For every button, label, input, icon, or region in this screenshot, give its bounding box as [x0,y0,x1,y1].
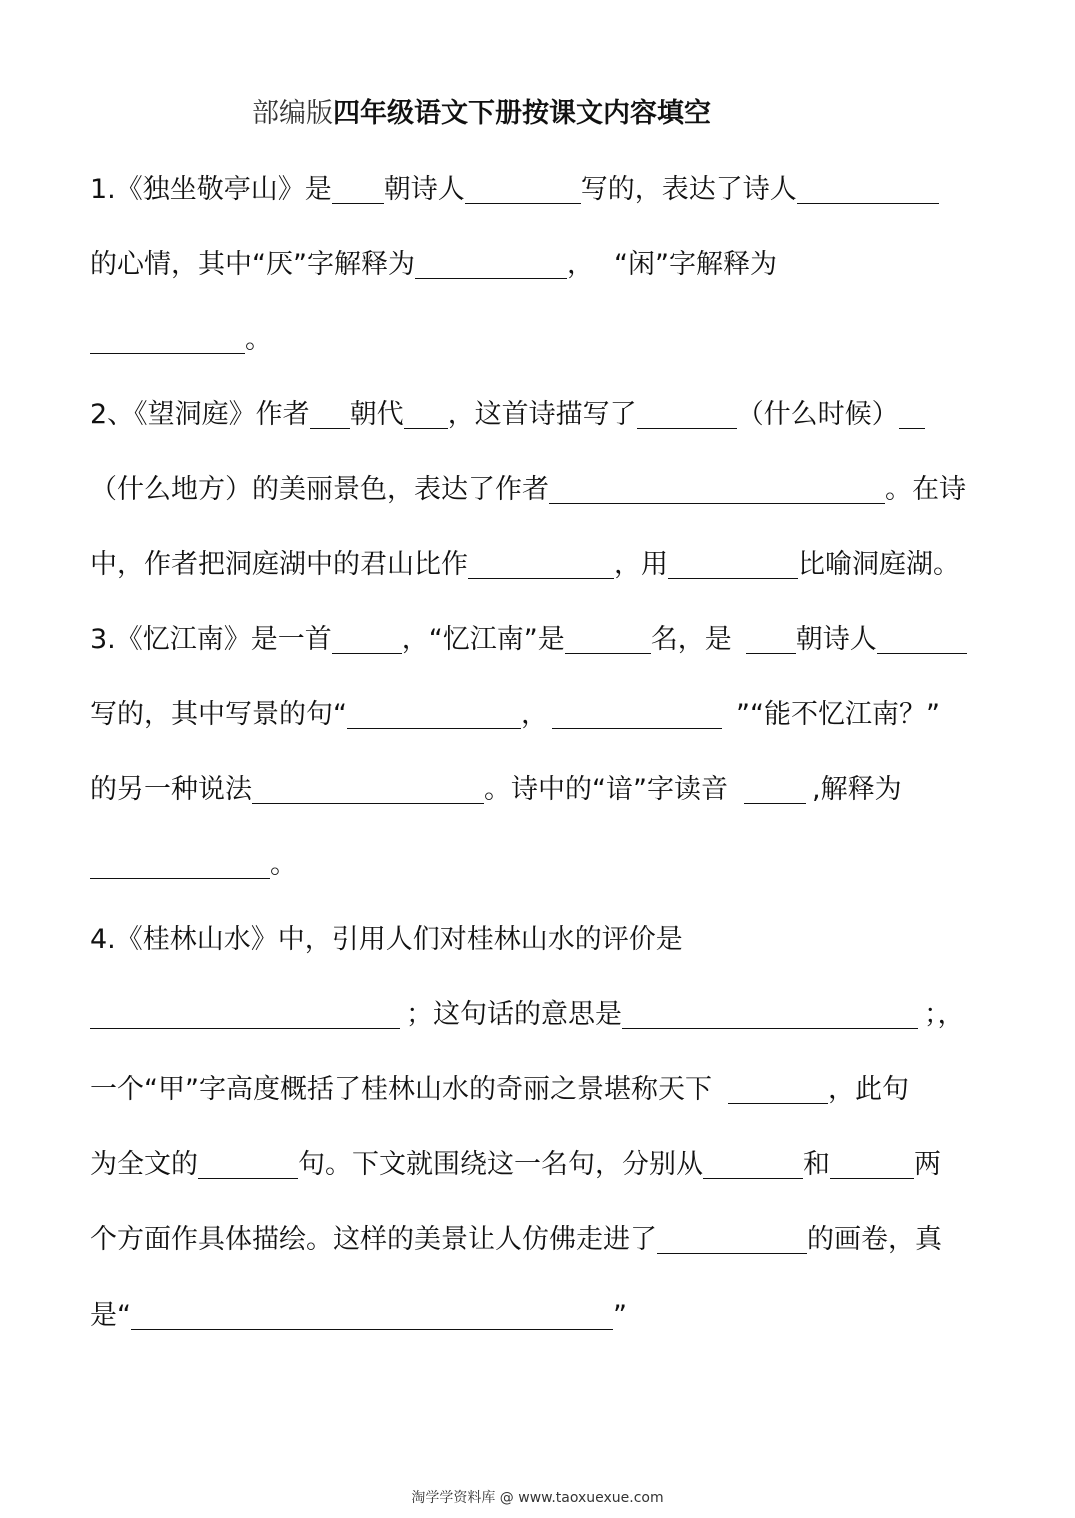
text: （什么时候） [736,399,899,430]
text: 写的，其中写景的句“ [90,699,347,730]
text: 。 [245,324,272,355]
text: 。在诗 [885,474,966,505]
blank[interactable] [198,1148,298,1179]
text: 朝诗人 [795,624,877,655]
text: 的心情，其中“厌”字解释为 [90,249,415,280]
text: 1.《独坐敬亭山》是 [90,174,332,205]
blank[interactable] [252,773,484,804]
q2-line-2 [90,470,966,510]
blank[interactable] [347,698,521,729]
q2-line-3 [90,545,960,585]
title-prefix: 部编版 [252,98,333,129]
text: 。诗中的“谙”字读音 [484,774,728,805]
text: 是“ [90,1300,131,1331]
q4-line-3 [90,1070,909,1110]
text: 2、《望洞庭》作者 [90,399,310,430]
text: 朝诗人 [383,174,465,205]
blank[interactable] [332,623,402,654]
text: 3.《忆江南》是一首 [90,624,332,655]
text: 中，作者把洞庭湖中的君山比作 [90,549,468,580]
q1-line-3 [90,320,272,360]
blank[interactable] [415,248,567,279]
blank[interactable] [668,548,798,579]
text: “闲”字解释为 [613,249,777,280]
q2-line-1 [90,395,925,435]
text: ”“能不忆江南？” [736,699,940,730]
text: 句。下文就围绕这一名句，分别从 [298,1149,703,1180]
blank[interactable] [552,698,722,729]
footer-watermark: 淘学学资料库 @ www.taoxuexue.com [411,1490,664,1506]
blank[interactable] [657,1223,807,1254]
text: 一个“甲”字高度概括了桂林山水的奇丽之景堪称天下 [90,1074,712,1105]
text: 朝代 [349,399,404,430]
blank[interactable] [465,173,581,204]
q4-line-6 [90,1296,627,1336]
q3-line-1 [90,620,967,660]
text: 。 [270,849,297,880]
text: 写的，表达了诗人 [580,174,797,205]
blank[interactable] [549,473,885,504]
text: ，“忆江南”是 [401,624,565,655]
blank[interactable] [622,998,918,1029]
blank[interactable] [637,398,737,429]
text: （什么地方）的美丽景色，表达了作者 [90,474,549,505]
text: ，这首诗描写了 [447,399,637,430]
text: 4.《桂林山水》中，引用人们对桂林山水的评价是 [90,924,683,955]
q4-line-2 [90,995,965,1035]
text: ，用 [614,549,668,580]
q3-line-2 [90,695,940,735]
page-title [252,94,711,134]
blank[interactable] [332,173,384,204]
text: ；这句话的意思是 [406,999,622,1030]
blank[interactable] [703,1148,803,1179]
blank[interactable] [744,773,806,804]
text: 为全文的 [90,1149,198,1180]
q4-line-4 [90,1145,941,1185]
q3-line-3 [90,770,902,810]
q3-line-4 [90,845,297,885]
blank[interactable] [468,548,614,579]
text: ， [521,699,548,730]
q1-line-1 [90,170,939,210]
text: 的画卷，真 [807,1224,942,1255]
blank[interactable] [797,173,939,204]
blank[interactable] [90,323,245,354]
text: ， [566,249,594,280]
text: ；， [924,999,965,1030]
text: ，此句 [827,1074,909,1105]
text: 个方面作具体描绘。这样的美景让人仿佛走进了 [90,1224,657,1255]
blank[interactable] [728,1073,828,1104]
title-main: 四年级语文下册按课文内容填空 [333,98,711,129]
blank[interactable] [404,398,448,429]
blank[interactable] [830,1148,914,1179]
blank[interactable] [131,1299,613,1330]
text: 和 [803,1149,830,1180]
text: ” [613,1300,627,1331]
text: ,解释为 [811,774,902,805]
text: 名，是 [650,624,732,655]
blank[interactable] [565,623,651,654]
blank[interactable] [90,998,400,1029]
q4-line-5 [90,1220,942,1260]
blank[interactable] [310,398,350,429]
blank[interactable] [746,623,796,654]
blank[interactable] [90,848,270,879]
text: 比喻洞庭湖。 [798,549,960,580]
q1-line-2 [90,245,777,285]
text: 的另一种说法 [90,774,252,805]
blank[interactable] [877,623,967,654]
text: 两 [914,1149,941,1180]
blank[interactable] [899,398,925,429]
q4-line-1 [90,920,683,960]
